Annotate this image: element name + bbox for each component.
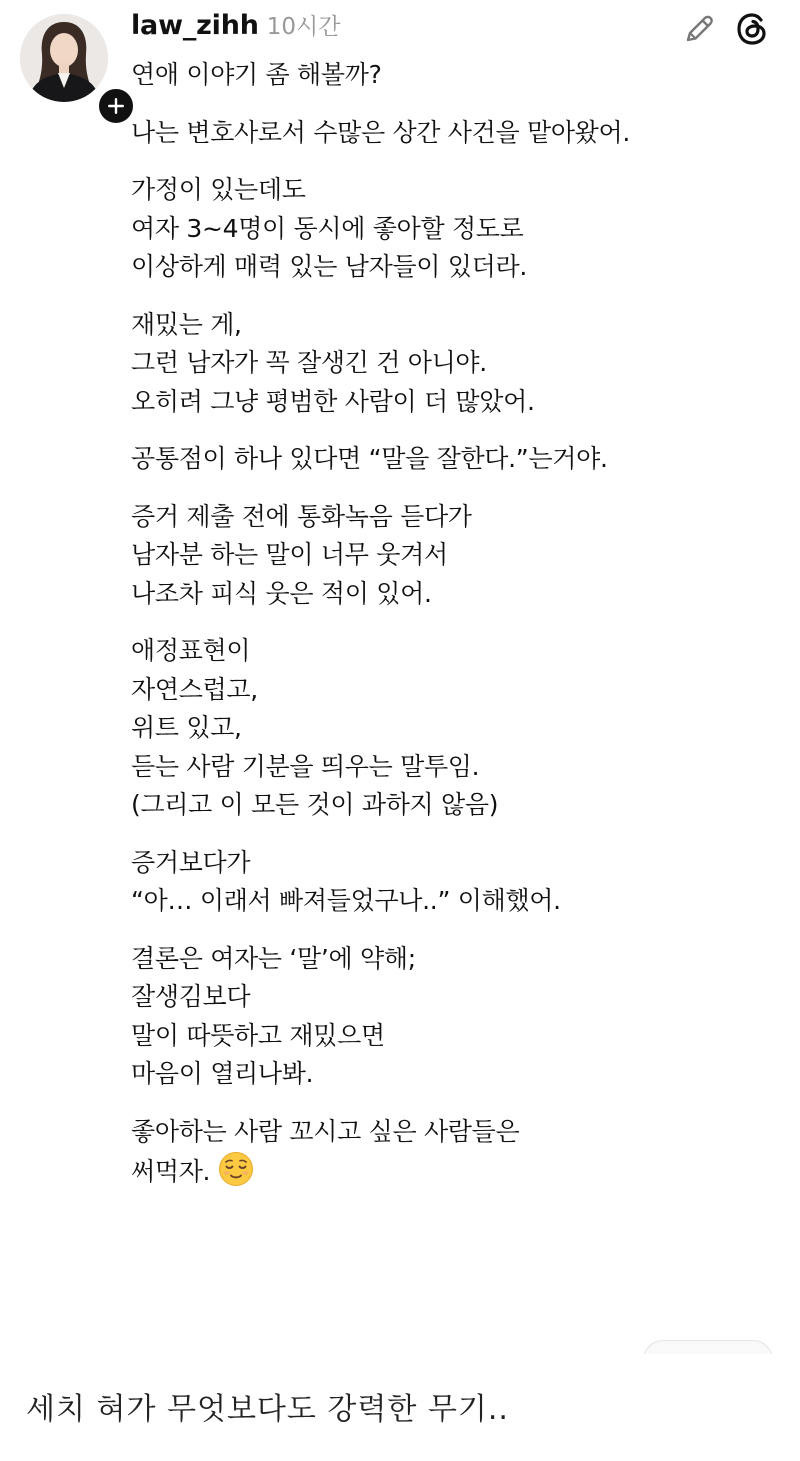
post-header [131,8,340,48]
paragraph [131,56,771,95]
paragraph [131,632,771,825]
post-time: 10시간 [266,14,341,40]
text-line: 말이 따뜻하고 재밌으면 [131,1020,385,1050]
paragraph [131,306,771,422]
text-line: 재밌는 게, [131,309,242,339]
paragraph [131,940,771,1094]
paragraph [131,844,771,921]
post-body [131,56,771,1218]
text-line: 연애 이야기 좀 해볼까? [131,60,382,89]
paragraph [131,171,771,287]
username[interactable]: law_zihh [131,10,259,41]
text-line: 위트 있고, [131,713,242,742]
follow-button[interactable] [96,86,136,126]
text-line: 듣는 사람 기분을 띄우는 말투임. [131,751,480,781]
text-line: 애정표현이 [131,636,251,665]
avatar-group[interactable] [20,14,112,106]
pencil-icon[interactable] [682,12,716,46]
text-line: 잘생김보다 [131,982,251,1011]
text-line: 남자분 하는 말이 너무 웃겨서 [131,540,448,569]
text-line: 증거보다가 [131,847,251,877]
paragraph [131,498,771,614]
text-line: 나조차 피식 웃은 적이 있어. [131,578,432,608]
caption-text: 세치 혀가 무엇보다도 강력한 무기.. [26,1392,509,1427]
paragraph [131,440,771,479]
text-line: 써먹자. [131,1157,211,1186]
threads-logo-icon[interactable] [734,11,770,47]
paragraph [131,1113,771,1199]
plus-icon [107,97,125,115]
text-line: 가정이 있는데도 [131,175,306,204]
caption-area [0,1354,800,1461]
text-line: 공통점이 하나 있다면 “말을 잘한다.”는거야. [131,444,608,473]
avatar[interactable] [20,14,108,102]
text-line: 이상하게 매력 있는 남자들이 있더라. [131,252,527,281]
action-button[interactable] [643,1340,773,1354]
text-line: 나는 변호사로서 수많은 상간 사건을 맡아왔어. [131,117,631,147]
text-line: 그런 남자가 꼭 잘생긴 건 아니야. [131,348,487,377]
text-line: (그리고 이 모든 것이 과하지 않음) [131,790,499,819]
text-line: 좋아하는 사람 꼬시고 싶은 사람들은 [131,1116,520,1146]
relieved-face-emoji [218,1151,254,1199]
text-line-with-emoji [131,1151,771,1199]
text-line: 자연스럽고, [131,674,258,704]
text-line: “아… 이래서 빠져들었구나..” 이해했어. [131,886,561,915]
text-line: 증거 제출 전에 통화녹음 듣다가 [131,501,472,531]
text-line: 오히려 그냥 평범한 사람이 더 많았어. [131,386,535,416]
text-line: 마음이 열리나봐. [131,1059,314,1088]
paragraph [131,114,771,153]
text-line: 결론은 여자는 ‘말’에 약해; [131,943,416,973]
profile-photo [20,14,108,102]
text-line: 여자 3~4명이 동시에 좋아할 정도로 [131,213,524,243]
